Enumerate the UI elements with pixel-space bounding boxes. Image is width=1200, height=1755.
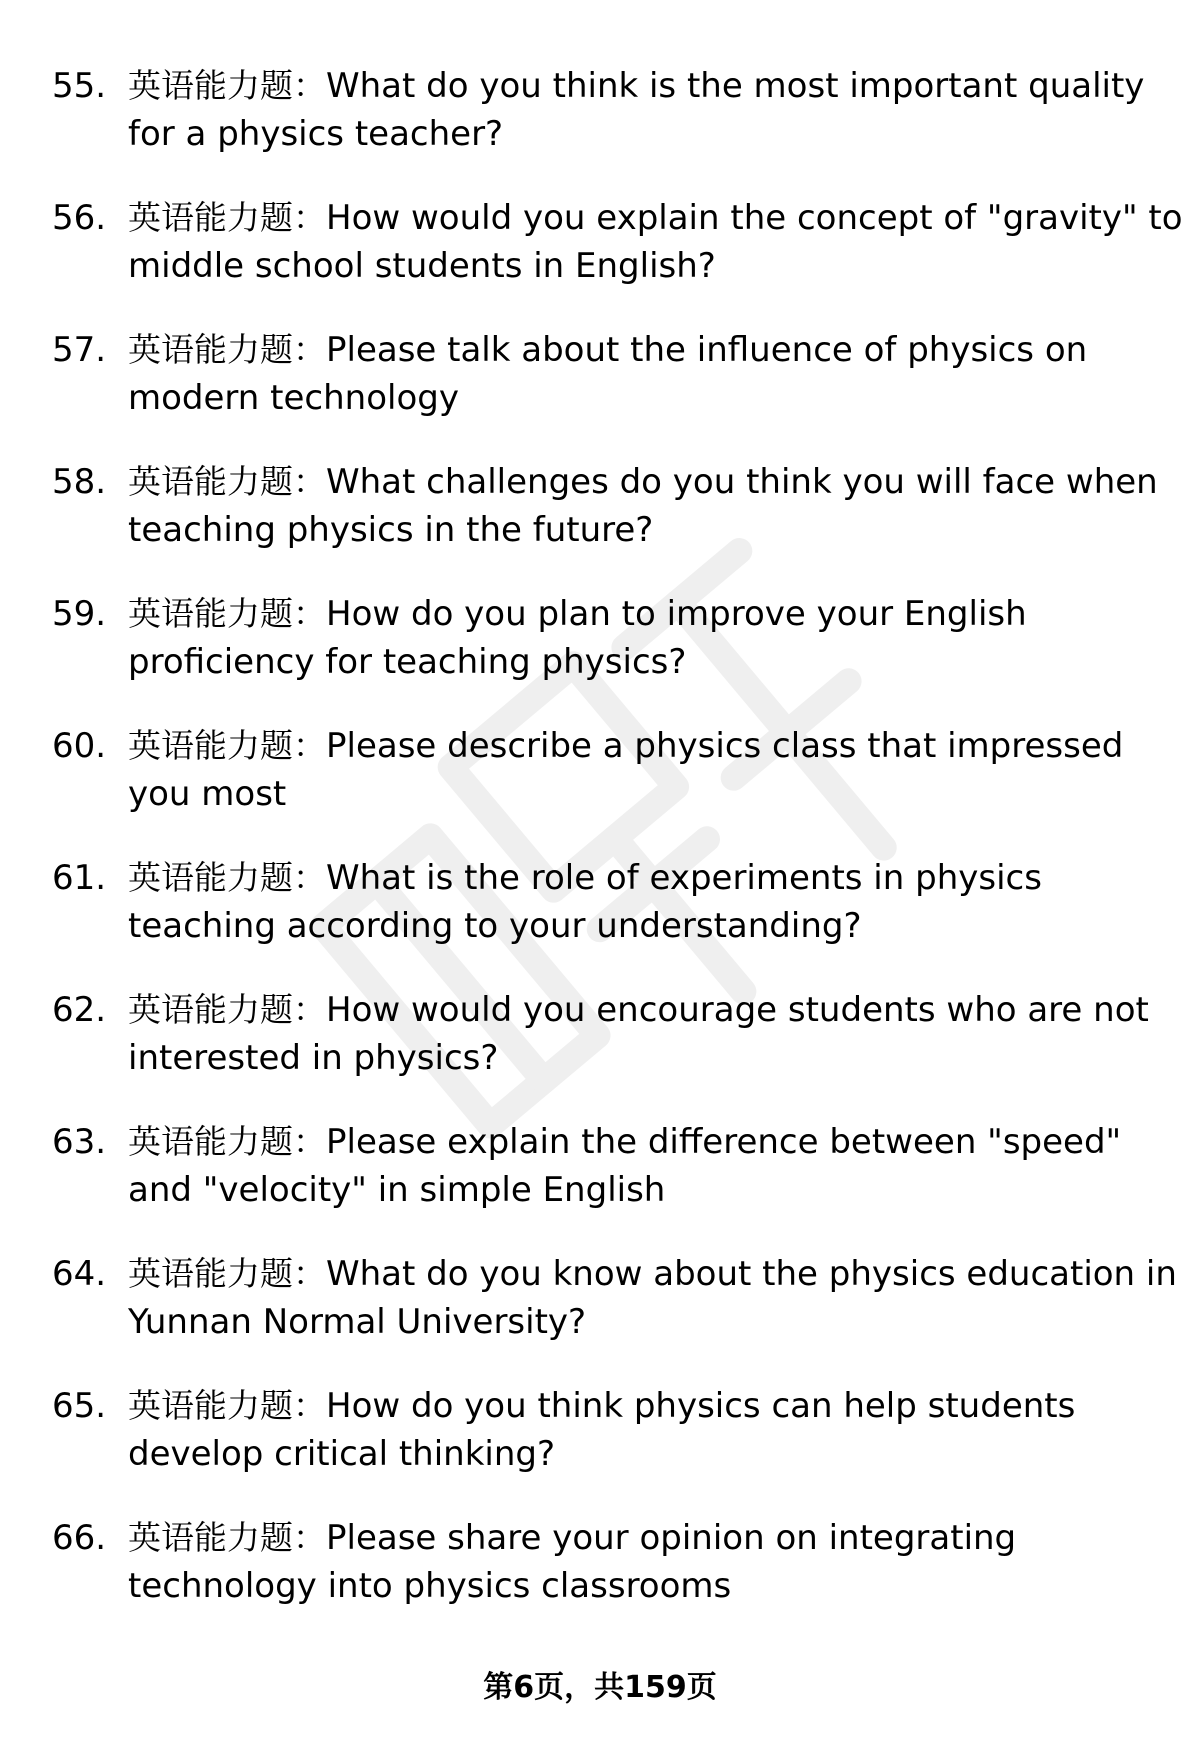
- question-body: How would you explain the concept of "gravity" to middle school students in English?: [128, 198, 1183, 286]
- question-number: 65.: [52, 1386, 107, 1426]
- question-text: [128, 326, 1188, 422]
- question-category: 英语能力题：: [128, 726, 326, 765]
- question-item: [52, 590, 1152, 722]
- question-number: 61.: [52, 858, 107, 898]
- question-item: [52, 458, 1158, 590]
- question-text: [128, 986, 1188, 1082]
- question-body: What is the role of experiments in physics teaching according to your understanding?: [128, 858, 1042, 946]
- question-item: [52, 986, 1152, 1118]
- question-number: 56.: [52, 198, 107, 238]
- question-text: [128, 1118, 1188, 1214]
- question-text: [128, 1514, 1188, 1610]
- question-text: [128, 722, 1188, 818]
- question-text: [128, 590, 1188, 686]
- question-body: How do you think physics can help students develop critical thinking?: [128, 1386, 1076, 1474]
- question-item: [52, 1250, 1177, 1382]
- question-text: [128, 194, 1188, 290]
- question-number: 63.: [52, 1122, 107, 1162]
- question-category: 英语能力题：: [128, 1122, 326, 1161]
- question-body: How do you plan to improve your English proficiency for teaching physics?: [128, 594, 1027, 682]
- question-text: [128, 62, 1188, 158]
- question-number: 57.: [52, 330, 107, 370]
- question-item: [52, 1118, 1152, 1250]
- question-category: 英语能力题：: [128, 990, 326, 1029]
- question-item: [52, 1382, 1152, 1514]
- question-item: [52, 326, 1152, 458]
- question-category: 英语能力题：: [128, 330, 326, 369]
- question-item: [52, 194, 1183, 326]
- question-body: What do you think is the most important quality for a physics teacher?: [128, 66, 1145, 154]
- question-category: 英语能力题：: [128, 462, 326, 501]
- question-category: 英语能力题：: [128, 66, 326, 105]
- question-item: [52, 62, 1152, 194]
- question-category: 英语能力题：: [128, 1254, 326, 1293]
- question-text: [128, 458, 1188, 554]
- page-number-footer: 第6页，共159页: [483, 1670, 717, 1705]
- question-category: 英语能力题：: [128, 594, 326, 633]
- question-list: [52, 62, 1183, 1646]
- question-category: 英语能力题：: [128, 198, 326, 237]
- question-category: 英语能力题：: [128, 858, 326, 897]
- question-number: 62.: [52, 990, 107, 1030]
- question-number: 64.: [52, 1254, 107, 1294]
- question-item: [52, 722, 1152, 854]
- question-number: 59.: [52, 594, 107, 634]
- question-body: How would you encourage students who are not interested in physics?: [128, 990, 1149, 1078]
- question-category: 英语能力题：: [128, 1518, 326, 1557]
- question-number: 58.: [52, 462, 107, 502]
- question-number: 66.: [52, 1518, 107, 1558]
- question-text: [128, 854, 1188, 950]
- question-body: Please talk about the influence of physics on modern technology: [128, 330, 1088, 418]
- question-number: 55.: [52, 66, 107, 106]
- question-category: 英语能力题：: [128, 1386, 326, 1425]
- question-number: 60.: [52, 726, 107, 766]
- question-item: [52, 854, 1152, 986]
- question-item: [52, 1514, 1152, 1646]
- question-body: Please describe a physics class that impressed you most: [128, 726, 1124, 814]
- question-body: What challenges do you think you will face when teaching physics in the future?: [128, 462, 1158, 550]
- question-text: [128, 1250, 1188, 1346]
- question-text: [128, 1382, 1188, 1478]
- question-body: What do you know about the physics education in Yunnan Normal University?: [128, 1254, 1177, 1342]
- question-body: Please share your opinion on integrating technology into physics classrooms: [128, 1518, 1017, 1606]
- question-body: Please explain the difference between "speed" and "velocity" in simple English: [128, 1122, 1122, 1210]
